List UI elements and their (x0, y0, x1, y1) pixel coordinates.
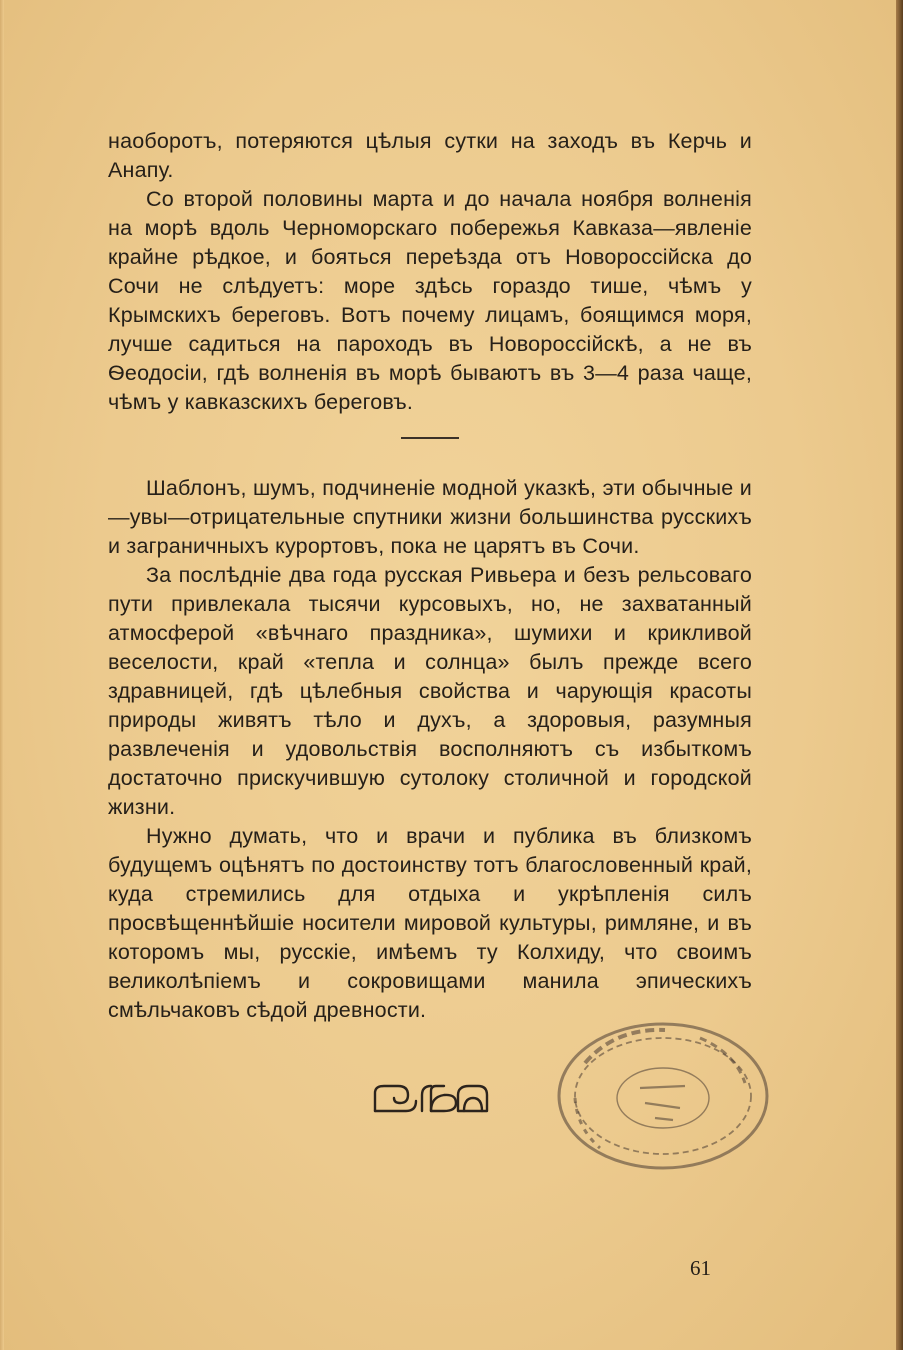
page-number: 61 (690, 1256, 711, 1280)
section-divider (401, 437, 459, 439)
ornament-icon (372, 1083, 490, 1115)
page-right-edge (896, 0, 903, 1350)
paragraph: Со второй половины марта и до начала ноября волненія на морѣ вдоль Черноморскаго побережья Кавказа—явленіе крайне рѣдкое, и бояться переѣзда отъ Новороссійска до Сочи не слѣдуетъ: море здѣсь гораздо тише, чѣмъ у Крымскихъ береговъ. Вотъ почему лицамъ, боящимся моря, лучше садиться на пароходъ въ Новороссійскѣ, а не въ Ѳеодосіи, гдѣ волненія въ морѣ бываютъ въ 3—4 раза чаще, чѣмъ у кавказскихъ береговъ. (108, 187, 752, 414)
paragraph: За послѣдніе два года русская Ривьера и безъ рельсоваго пути привлекала тысячи курсовыхъ, но, не захватанный атмосферой «вѣчнаго праздника», шумихи и крикливой веселости, край «тепла и солнца» былъ прежде всего здравницей, гдѣ цѣлебныя свойства и чарующія красоты природы живятъ тѣло и духъ, а здоровыя, разумныя развлеченія и удовольствія восполняютъ съ избыткомъ достаточно прискучившую сутолоку столичной и городской жизни. (108, 563, 752, 819)
page-left-edge (0, 0, 4, 1350)
library-stamp-icon (545, 1008, 770, 1173)
paragraph: Нужно думать, что и врачи и публика въ близкомъ будущемъ оцѣнятъ по достоинству тотъ благословенный край, куда стремились для отдыха и укрѣпленія силъ просвѣщеннѣйшіе носители мировой культуры, римляне, и въ которомъ мы, русскіе, имѣемъ ту Колхиду, что своимъ великолѣпіемъ и сокровищами манила эпическихъ смѣльчаковъ сѣдой древности. (108, 824, 752, 1022)
paragraph: Шаблонъ, шумъ, подчиненіе модной указкѣ, эти обычные и—увы—отрицательные спутники жизни большинства русскихъ и заграничныхъ курортовъ, пока не царятъ въ Сочи. (108, 476, 752, 558)
text-block-bottom (108, 474, 752, 1025)
text-block-top (108, 127, 752, 417)
paragraph: наоборотъ, потеряются цѣлыя сутки на заходъ въ Керчь и Анапу. (108, 129, 752, 182)
